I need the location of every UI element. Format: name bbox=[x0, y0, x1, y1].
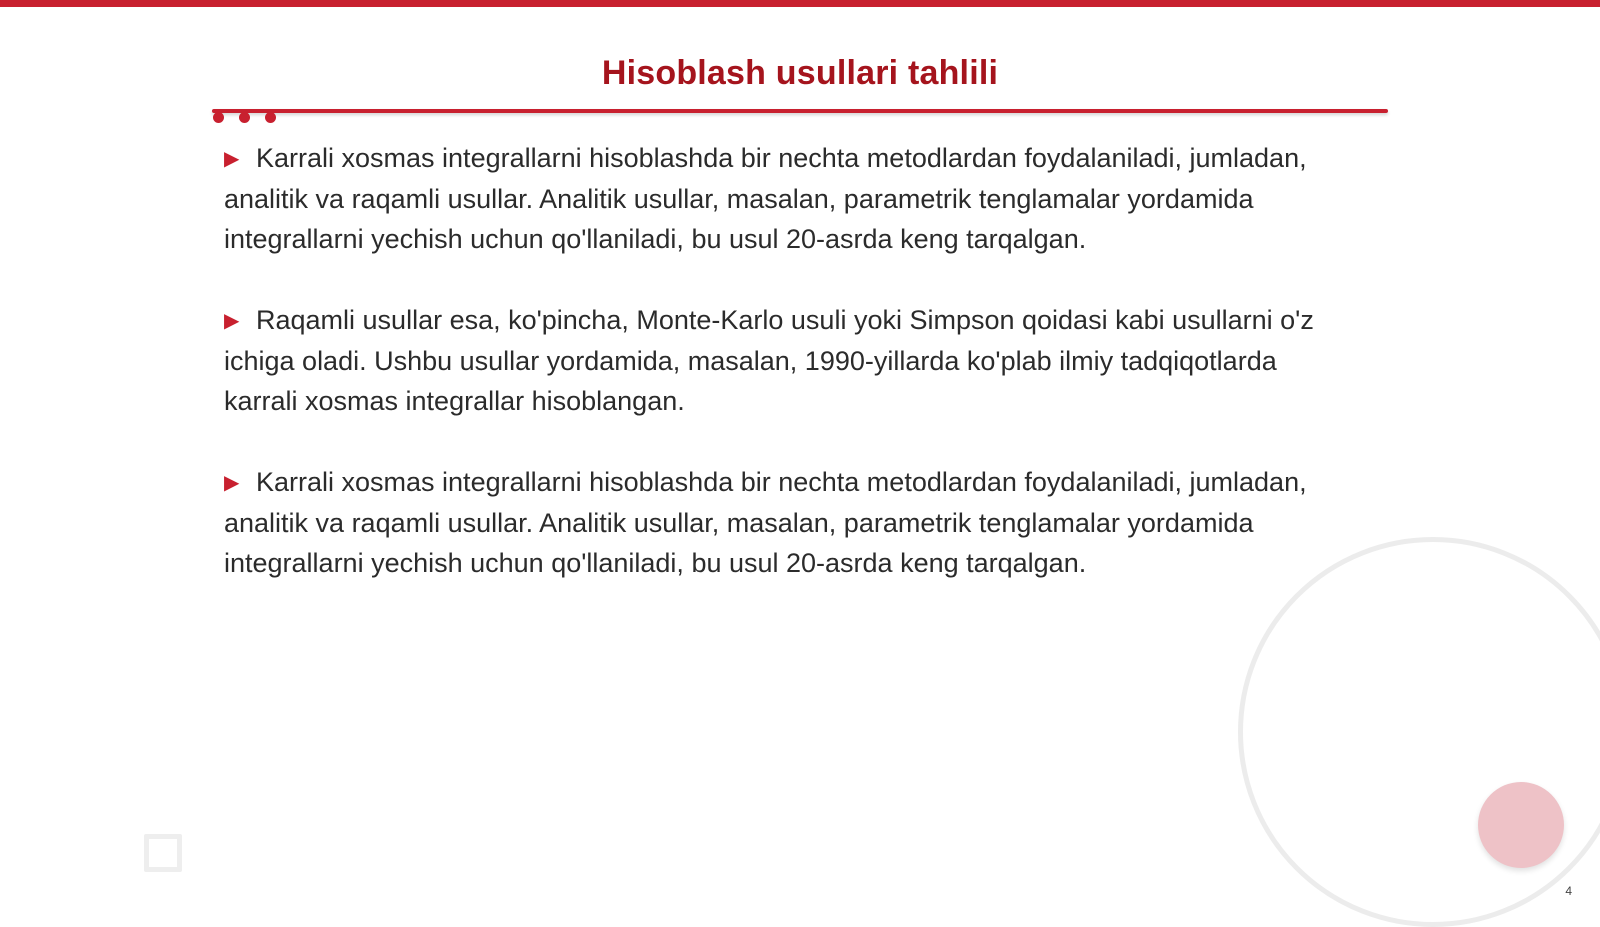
bullet-paragraph-2 bbox=[224, 300, 1344, 421]
paragraph-text: Karrali xosmas integrallarni hisoblashda bir nechta metodlardan foydalaniladi, jumladan, analitik va raqamli usullar. Analitik usullar, masalan, parametrik tenglamalar yordamida integrallarni yechish uchun qo'llaniladi, bu usul 20-asrda keng tarqalgan. bbox=[224, 143, 1307, 254]
paragraph-text: Karrali xosmas integrallarni hisoblashda bir nechta metodlardan foydalaniladi, jumladan, analitik va raqamli usullar. Analitik usullar, masalan, parametrik tenglamalar yordamida integrallarni yechish uchun qo'llaniladi, bu usul 20-asrda keng tarqalgan. bbox=[224, 467, 1307, 578]
decorative-ring bbox=[1238, 537, 1600, 927]
bullet-paragraph-1 bbox=[224, 138, 1344, 259]
slide-title: Hisoblash usullari tahlili bbox=[601, 54, 999, 92]
paragraph-text: Raqamli usullar esa, ko'pincha, Monte-Karlo usuli yoki Simpson qoidasi kabi usullarni o'z ichiga oladi. Ushbu usullar yordamida, masalan, 1990-yillarda ko'plab ilmiy tadqiqotlarda karrali xosmas integrallar hisoblangan. bbox=[224, 305, 1314, 416]
bullet-triangle-icon: ▶ bbox=[224, 472, 240, 494]
bullet-triangle-icon: ▶ bbox=[224, 310, 240, 332]
bullet-list bbox=[224, 138, 1344, 624]
bullet-paragraph-3 bbox=[224, 462, 1344, 583]
bullet-triangle-icon: ▶ bbox=[224, 148, 240, 170]
top-accent-bar bbox=[0, 0, 1600, 7]
page-number: 4 bbox=[1565, 884, 1572, 898]
underline-dot bbox=[265, 112, 276, 123]
decorative-pink-circle bbox=[1478, 782, 1564, 868]
title-underline bbox=[212, 109, 1388, 113]
underline-dot bbox=[239, 112, 250, 123]
underline-dot bbox=[213, 112, 224, 123]
decorative-square bbox=[144, 834, 182, 872]
